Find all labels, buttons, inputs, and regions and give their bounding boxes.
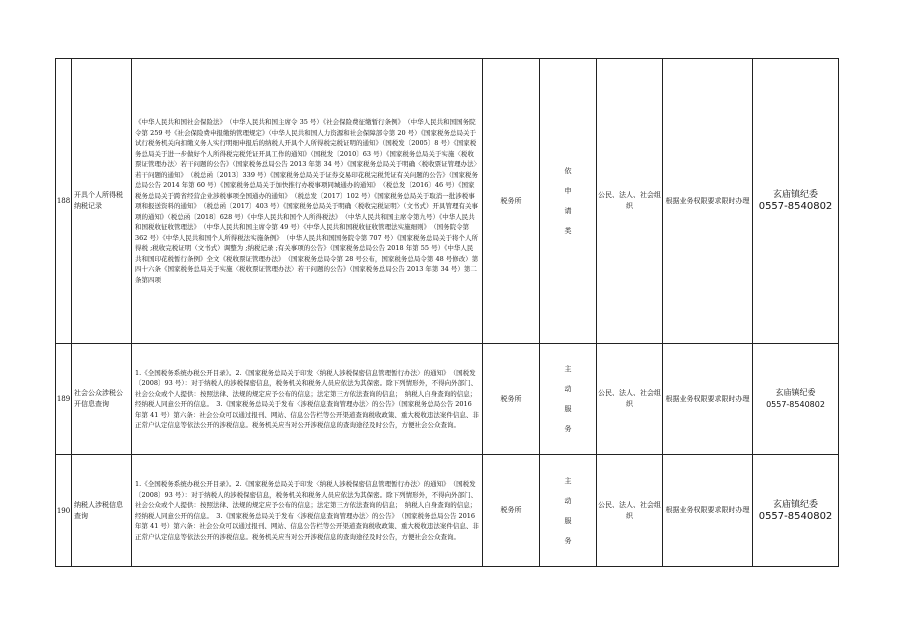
category-char: 依 [564, 167, 572, 175]
item-name: 开具个人所得税纳税记录 [72, 59, 132, 344]
category-char: 务 [564, 425, 572, 433]
service-target: 公民、法人、社会组织 [597, 344, 663, 455]
category-type [540, 344, 597, 455]
category-char: 动 [564, 385, 572, 393]
table-row [56, 59, 839, 344]
responsible-subject: 税务所 [483, 344, 540, 455]
supervision-contact [753, 455, 839, 567]
responsible-subject: 税务所 [483, 59, 540, 344]
category-char: 服 [564, 516, 572, 525]
contact-name: 玄庙镇纪委 [772, 190, 818, 200]
category-type [540, 59, 597, 344]
service-target: 公民、法人、社会组织 [597, 59, 663, 344]
category-char: 主 [564, 365, 572, 373]
row-number: 188 [56, 59, 72, 344]
table-row [56, 344, 839, 455]
category-char: 主 [564, 476, 572, 485]
category-char: 务 [564, 536, 572, 545]
legal-basis: 1.《全国税务系统办税公开目录》。2.《国家税务总局关于印发〈纳税人涉税保密信息管理暂行办法〉的通知》 （国税发〔2008〕93 号）：对于纳税人的涉税保密信息，税务机关和税务人员应依法为其保密。除下列情形外，不得向外部门、社会公众或个人提供：按照法律、法规的规定应予公布的信息；法定第三方依法查询的信息； 纳税人自身查询的信息；经纳税人同意公开的信息。 3.《国家税务总局关于发布〈涉税信息查询管理办法〉的公告》 （国家税务总局公告 2016 年第 41 号）第六条：社会公众可以通过报刊、网站、信息公告栏等公开渠道查询税收政策、重大税收违法案件信息、非正常户认定信息等依法公开的涉税信息。税务机关应当对公开涉税信息的查询途径及时公告，方便社会公众查询。 [132, 455, 483, 567]
responsible-subject: 税务所 [483, 455, 540, 567]
legal-basis: 1.《全国税务系统办税公开目录》。2.《国家税务总局关于印发〈纳税人涉税保密信息管理暂行办法〉的通知》 （国税发〔2008〕93 号）：对于纳税人的涉税保密信息，税务机关和税务人员应依法为其保密。除下列情形外，不得向外部门、社会公众或个人提供：按照法律、法规的规定应予公布的信息；法定第三方依法查询的信息； 纳税人自身查询的信息；经纳税人同意公开的信息。 3.《国家税务总局关于发布〈涉税信息查询管理办法〉的公告》（国家税务总局公告 2016 年第 41 号）第六条：社会公众可以通过报刊、网站、信息公告栏等公开渠道查询税收政策、重大税收违法案件信息、非正常户认定信息等依法公开的涉税信息。税务机关应当对公开涉税信息的查询途径及时公告，方便社会公众查询。 [132, 344, 483, 455]
contact-phone: 0557-8540802 [758, 201, 833, 212]
supervision-contact [753, 59, 839, 344]
category-char: 请 [564, 207, 572, 215]
category-char: 动 [564, 496, 572, 505]
processing-time: 根据业务权限要求限时办理 [663, 455, 753, 567]
contact-phone: 0557-8540802 [758, 510, 833, 522]
category-char: 申 [564, 187, 572, 195]
supervision-contact [753, 344, 839, 455]
item-name: 纳税人涉税信息查询 [72, 455, 132, 567]
contact-name: 玄庙镇纪委 [775, 388, 816, 397]
row-number: 190 [56, 455, 72, 567]
row-number: 189 [56, 344, 72, 455]
legal-basis: 《中华人民共和国社会保险法》 （中华人民共和国主席令 35 号）《社会保险费征缴暂行条例》 （中华人民共和国国务院令第 259 号《社会保险费申报缴纳管理规定》（中华人民共和国人力资源和社会保障部令第 20 号）《国家税务总局关于试行税务机关向扣缴义务人实行明细申报后的纳税人开具个人所得税完税证明的通知》（国税发〔2005〕8 号）《国家税务总局关于进一步做好个人所得税完税凭证开具工作的通知》（国税发〔2010〕63 号）《国家税务总局关于实施〈税收票证管理办法〉若干问题的公告》（国家税务总局公告 2013 年第 34 号）《国家税务总局关于明确〈税收票证管理办法〉若干问题的通知》 （税总函〔2013〕339 号）《国家税务总局关于证券交易印花税完税凭证有关问题的公告》（国家税务总局公告 2014 年第 60 号）《国家税务总局关于加快推行办税事项同城通办的通知》 （税总发〔2016〕46 号）《国家税务总局关于跨省经营企业涉税事项全国通办的通知》 （税总发〔2017〕102 号）《国家税务总局关于取消一批涉税事项和报送资料的通知》 （税总函〔2017〕403 号）《国家税务总局关于明确〈税收完税证明〉（文书式）开具管理有关事项的通知》（税总函〔2018〕628 号）《中华人民共和国个人所得税法》 （中华人民共和国主席令第九号）《中华人民共和国税收征收管理法》 （中华人民共和国主席令第 49 号）《中华人民共和国税收征收管理法实施细则》 （国务院令第 362 号）《中华人民共和国个人所得税法实施条例》 （中华人民共和国国务院令第 707 号）《国家税务总局关于将个人所得税 ;税收完税证明（文书式）调整为 ;纳税记录 ;有关事项的公告》（国家税务总局公告 2018 年第 55 号）《中华人民共和国印花税暂行条例》全文《税收票证管理办法》 （国家税务总局令第 28 号公布，国家税务总局令第 48 号修改）第四十六条《国家税务总局关于实施〈税收票证管理办法〉若干问题的公告》（国家税务总局公告 2013 年第 34 号）第二条第四项 [132, 59, 483, 344]
table-row [56, 455, 839, 567]
category-char: 服 [564, 405, 572, 413]
contact-phone: 0557-8540802 [766, 400, 825, 409]
category-type [540, 455, 597, 567]
power-list-table [55, 58, 839, 567]
contact-name: 玄庙镇纪委 [772, 499, 818, 510]
processing-time: 根据业务权限要求限时办理 [663, 344, 753, 455]
item-name: 社会公众涉税公开信息查询 [72, 344, 132, 455]
service-target: 公民、法人、社会组织 [597, 455, 663, 567]
category-char: 类 [564, 227, 572, 235]
processing-time: 根据业务权限要求限时办理 [663, 59, 753, 344]
